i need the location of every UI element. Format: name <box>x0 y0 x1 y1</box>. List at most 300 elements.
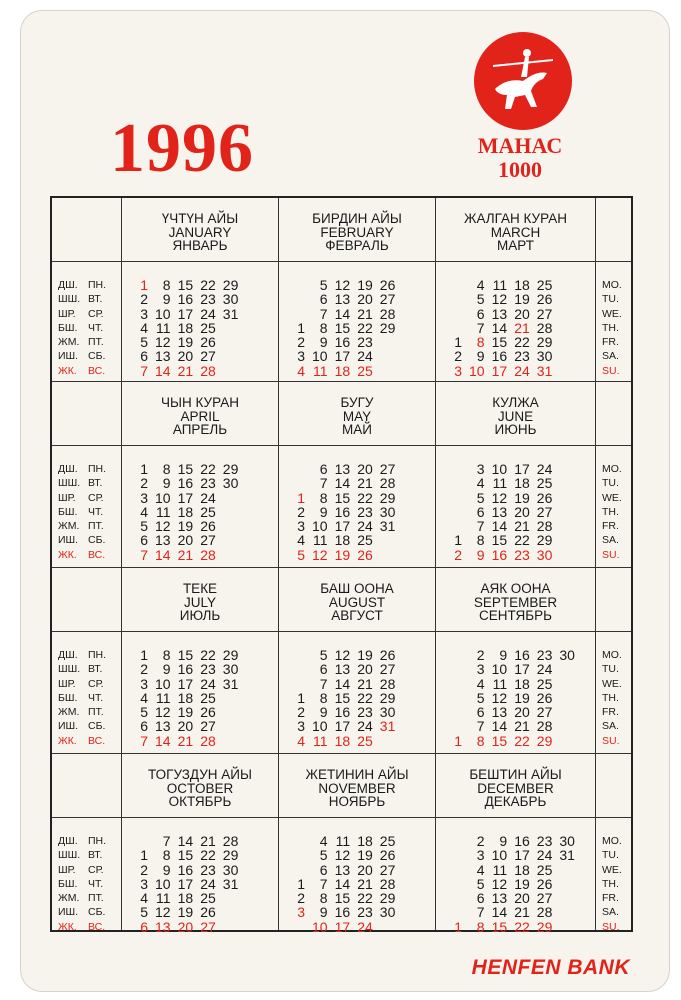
week-column <box>193 648 216 748</box>
day-number: 7 <box>140 362 148 379</box>
day-number: 25 <box>200 503 216 520</box>
weekday-label-row <box>58 292 121 306</box>
weekday-ky: ИШ. <box>58 720 79 733</box>
day-number: 22 <box>200 847 216 864</box>
day-number <box>124 834 148 848</box>
week-column <box>350 278 373 378</box>
day-number: 30 <box>222 291 239 308</box>
day-number: 25 <box>536 475 553 492</box>
day-number: 23 <box>200 861 216 878</box>
day-number: 5 <box>140 518 148 535</box>
day-number: 3 <box>476 847 485 864</box>
day-number: 5 <box>297 546 305 563</box>
day-number <box>216 519 239 533</box>
day-number: 10 <box>155 675 171 692</box>
logo-line1: МАНАС <box>477 133 563 158</box>
day-number: 31 <box>379 718 396 735</box>
day-number: 13 <box>491 503 508 520</box>
day-number: 9 <box>162 291 171 308</box>
day-number: 7 <box>319 875 328 892</box>
day-number: 1 <box>454 732 462 749</box>
header-blank-left <box>52 754 122 818</box>
day-number: 2 <box>140 861 148 878</box>
month-name-en: JANUARY <box>168 224 232 240</box>
day-number: 12 <box>334 847 351 864</box>
month-header <box>436 382 596 446</box>
week-column <box>124 834 148 934</box>
weekday-label-row <box>58 364 121 378</box>
day-number: 19 <box>177 334 194 351</box>
day-number: 11 <box>492 277 508 293</box>
day-number: 26 <box>536 291 553 308</box>
day-number: 26 <box>536 875 553 892</box>
day-number: 19 <box>357 647 373 663</box>
day-number: 14 <box>491 904 508 921</box>
day-number: 28 <box>536 518 553 535</box>
week-column <box>507 834 530 934</box>
day-number: 17 <box>514 461 530 477</box>
day-number: 17 <box>177 489 194 506</box>
day-number: 28 <box>379 675 396 692</box>
day-number: 31 <box>222 675 239 692</box>
month-name-ky: БУГУ <box>340 395 374 410</box>
week-column <box>438 462 462 562</box>
week-column <box>216 648 239 748</box>
day-number: 6 <box>476 305 485 322</box>
day-number: 30 <box>222 861 239 878</box>
day-number: 10 <box>491 847 508 864</box>
day-number: 8 <box>319 890 328 907</box>
weekday-ky: ИШ. <box>58 906 79 919</box>
weekday-ky: ИШ. <box>58 350 79 363</box>
month-name-ru: ОКТЯБРЬ <box>168 794 232 809</box>
weekday-ky: ДШ. <box>58 649 78 661</box>
day-number: 15 <box>177 277 194 293</box>
weekday-en: MO. <box>602 279 622 291</box>
day-number <box>552 891 575 905</box>
day-number: 17 <box>514 847 530 864</box>
day-number: 31 <box>536 362 553 379</box>
day-number <box>373 335 396 349</box>
day-number: 13 <box>334 291 351 308</box>
month-name-ru: АПРЕЛЬ <box>172 422 228 437</box>
day-number: 24 <box>200 305 216 322</box>
weekday-ru: ВС. <box>88 548 106 561</box>
day-number: 13 <box>334 861 351 878</box>
weekday-ky: ЖК. <box>58 548 77 561</box>
day-number <box>216 891 239 905</box>
day-number <box>281 848 305 862</box>
day-number <box>281 648 305 662</box>
day-number: 21 <box>177 732 194 749</box>
day-number: 7 <box>319 475 328 492</box>
weekday-label-row <box>58 863 121 877</box>
week-column <box>552 834 575 934</box>
weekday-ru: ЧТ. <box>88 877 104 890</box>
month-name-ru: ИЮНЬ <box>494 422 537 437</box>
day-number: 12 <box>491 875 508 892</box>
weekday-label-row <box>58 705 121 719</box>
weekday-labels <box>52 446 122 568</box>
day-number: 27 <box>536 704 553 721</box>
weekday-labels-en <box>596 262 631 382</box>
day-number: 1 <box>140 847 148 864</box>
year-title: 1996 <box>110 110 254 187</box>
week-column <box>438 278 462 378</box>
month-header <box>279 198 436 262</box>
weekday-label-row <box>58 505 121 519</box>
day-number <box>552 705 575 719</box>
day-number: 29 <box>222 277 239 293</box>
month-name-ru: ДЕКАБРЬ <box>484 794 547 809</box>
day-number: 7 <box>140 546 148 563</box>
month-header <box>279 568 436 632</box>
day-number <box>216 364 239 378</box>
day-number <box>281 292 305 306</box>
month-name-en: OCTOBER <box>166 780 234 796</box>
month-name-ru: СЕНТЯБРЬ <box>479 608 552 623</box>
day-number: 22 <box>357 689 373 706</box>
day-number: 16 <box>514 833 530 849</box>
calendar-grid <box>50 196 633 935</box>
day-number: 30 <box>379 503 396 520</box>
weekday-en: MO. <box>602 835 622 847</box>
weekday-label-row <box>58 349 121 363</box>
day-number: 28 <box>200 362 216 379</box>
day-number: 21 <box>514 319 530 336</box>
day-number: 18 <box>334 532 351 549</box>
day-number: 12 <box>312 546 328 563</box>
day-number: 27 <box>379 661 396 678</box>
day-number: 19 <box>334 546 351 563</box>
week-column <box>148 834 171 934</box>
day-number: 21 <box>177 362 194 379</box>
day-number <box>438 662 462 676</box>
day-number <box>216 920 239 934</box>
day-number: 5 <box>476 875 485 892</box>
day-number: 4 <box>297 732 305 749</box>
day-number: 30 <box>559 833 575 849</box>
day-number: 28 <box>379 305 396 322</box>
day-number <box>281 834 305 848</box>
week-column <box>350 834 373 934</box>
day-number: 9 <box>319 503 328 520</box>
day-number: 9 <box>162 661 171 678</box>
day-number: 8 <box>162 847 171 864</box>
day-number: 29 <box>536 918 553 935</box>
day-number: 14 <box>334 475 351 492</box>
day-number: 2 <box>476 647 485 663</box>
day-number <box>281 677 305 691</box>
weekday-ky: БШ. <box>58 877 78 890</box>
month-days <box>436 632 596 754</box>
day-number: 8 <box>476 918 485 935</box>
day-number: 10 <box>491 661 508 678</box>
day-number: 14 <box>155 362 171 379</box>
weekday-ky: ДШ. <box>58 835 78 847</box>
header-blank-right <box>596 754 631 818</box>
day-number: 17 <box>334 518 351 535</box>
weekday-ky: ЖМ. <box>58 892 80 905</box>
day-number: 17 <box>177 875 194 892</box>
weekday-ky: ШШ. <box>58 477 81 490</box>
day-number: 18 <box>177 503 194 520</box>
day-number: 28 <box>200 546 216 563</box>
day-number: 2 <box>140 291 148 308</box>
day-number: 22 <box>200 277 216 293</box>
month-days <box>122 818 279 935</box>
day-number: 27 <box>536 503 553 520</box>
day-number: 23 <box>200 661 216 678</box>
day-number: 1 <box>297 489 305 506</box>
day-number <box>438 877 462 891</box>
weekday-en: SA. <box>602 720 619 733</box>
day-number: 23 <box>536 647 553 663</box>
day-number: 17 <box>177 675 194 692</box>
day-number: 24 <box>200 675 216 692</box>
day-number <box>373 920 396 934</box>
day-number: 8 <box>319 689 328 706</box>
day-number: 2 <box>297 503 305 520</box>
day-number: 12 <box>334 647 351 663</box>
day-number: 12 <box>491 489 508 506</box>
day-number: 22 <box>200 647 216 663</box>
day-number: 5 <box>476 689 485 706</box>
day-number <box>281 662 305 676</box>
day-number: 26 <box>379 847 396 864</box>
day-number: 25 <box>200 319 216 336</box>
day-number: 20 <box>357 861 373 878</box>
day-number: 20 <box>177 532 194 549</box>
day-number: 17 <box>491 362 508 379</box>
day-number <box>438 278 462 292</box>
day-number: 4 <box>476 861 485 878</box>
day-number: 29 <box>222 461 239 477</box>
day-number: 23 <box>200 475 216 492</box>
month-name-ru: НОЯБРЬ <box>328 794 386 809</box>
day-number: 30 <box>536 348 553 365</box>
day-number: 7 <box>476 718 485 735</box>
day-number: 13 <box>334 661 351 678</box>
day-number: 15 <box>491 532 508 549</box>
week-column <box>281 834 305 934</box>
day-number: 25 <box>357 362 373 379</box>
day-number: 10 <box>312 918 328 935</box>
week-column <box>350 648 373 748</box>
bank-name: HENFEN BANK <box>471 956 630 979</box>
day-number: 9 <box>499 833 508 849</box>
week-column <box>530 278 553 378</box>
day-number: 20 <box>357 661 373 678</box>
weekday-label-row <box>58 491 121 505</box>
weekday-ru: ВС. <box>88 364 106 377</box>
day-number: 9 <box>476 546 485 563</box>
week-column <box>148 462 171 562</box>
month-days <box>436 818 596 935</box>
day-number: 19 <box>177 518 194 535</box>
weekday-ru: СБ. <box>88 906 106 919</box>
weekday-labels-en <box>596 446 631 568</box>
day-number: 28 <box>536 718 553 735</box>
weekday-ru: ПТ. <box>88 520 104 533</box>
weekday-ru: СБ. <box>88 720 106 733</box>
week-column <box>328 648 351 748</box>
weekday-labels <box>52 818 122 933</box>
day-number: 9 <box>162 475 171 492</box>
week-column <box>124 462 148 562</box>
month-name-ru: ИЮЛЬ <box>179 608 221 623</box>
day-number: 31 <box>222 305 239 322</box>
day-number: 3 <box>297 348 305 365</box>
header-blank-right <box>596 198 631 262</box>
day-number: 5 <box>319 647 328 663</box>
day-number: 27 <box>200 718 216 735</box>
weekday-ky: ШШ. <box>58 293 81 306</box>
day-number: 8 <box>476 532 485 549</box>
weekday-en: WE. <box>602 307 622 320</box>
weekday-ru: ПТ. <box>88 706 104 719</box>
month-days <box>436 262 596 382</box>
day-number: 20 <box>177 918 194 935</box>
weekday-ky: ШР. <box>58 863 76 876</box>
week-column <box>171 648 194 748</box>
day-number: 4 <box>319 833 328 849</box>
day-number: 9 <box>319 334 328 351</box>
day-number <box>216 505 239 519</box>
weekday-en: TU. <box>602 849 619 862</box>
day-number: 19 <box>177 704 194 721</box>
day-number: 15 <box>491 918 508 935</box>
day-number: 15 <box>177 647 194 663</box>
weekday-ky: ДШ. <box>58 279 78 291</box>
day-number: 15 <box>491 732 508 749</box>
week-column <box>171 462 194 562</box>
week-column <box>507 278 530 378</box>
day-number: 5 <box>319 277 328 293</box>
day-number: 11 <box>492 675 508 692</box>
day-number: 1 <box>140 461 148 477</box>
day-number <box>438 462 462 476</box>
day-number: 13 <box>334 461 351 477</box>
weekday-ky: ШР. <box>58 307 76 320</box>
day-number: 1 <box>454 918 462 935</box>
day-number: 9 <box>499 647 508 663</box>
week-column <box>462 278 485 378</box>
day-number <box>552 691 575 705</box>
month-name-ky: БИРДИН АЙЫ <box>312 211 402 226</box>
day-number: 16 <box>334 503 351 520</box>
day-number <box>216 705 239 719</box>
weekday-ky: БШ. <box>58 691 78 704</box>
month-name-ky: АЯК ООНА <box>480 581 551 596</box>
day-number: 29 <box>379 689 396 706</box>
month-name-en: APRIL <box>180 408 220 424</box>
weekday-label-row <box>58 278 121 292</box>
weekday-label-row <box>58 877 121 891</box>
day-number <box>438 519 462 533</box>
day-number <box>552 734 575 748</box>
weekday-label-row <box>58 321 121 335</box>
day-number: 4 <box>297 362 305 379</box>
day-number: 12 <box>491 689 508 706</box>
day-number: 25 <box>357 532 373 549</box>
logo-line2: 1000 <box>498 157 542 182</box>
day-number: 13 <box>491 890 508 907</box>
day-number: 9 <box>319 704 328 721</box>
day-number: 26 <box>379 647 396 663</box>
day-number: 11 <box>156 890 171 907</box>
week-column <box>216 834 239 934</box>
weekday-en: TH. <box>602 691 619 704</box>
week-column <box>438 648 462 748</box>
day-number: 11 <box>156 689 171 706</box>
day-number: 15 <box>334 319 351 336</box>
month-header <box>279 754 436 818</box>
day-number <box>438 677 462 691</box>
day-number: 24 <box>536 461 553 477</box>
week-column <box>485 834 508 934</box>
day-number: 10 <box>312 718 328 735</box>
header-blank-left <box>52 198 122 262</box>
week-column <box>216 462 239 562</box>
day-number: 24 <box>514 362 530 379</box>
day-number <box>216 548 239 562</box>
month-name-ky: ЖЕТИНИН АЙЫ <box>305 767 409 782</box>
day-number: 29 <box>222 647 239 663</box>
day-number <box>373 734 396 748</box>
weekday-ru: ЧТ. <box>88 691 104 704</box>
weekday-labels-en <box>596 632 631 754</box>
day-number: 16 <box>177 291 194 308</box>
day-number: 16 <box>491 348 508 365</box>
day-number: 13 <box>491 305 508 322</box>
day-number: 31 <box>559 847 575 864</box>
weekday-ru: СР. <box>88 863 104 876</box>
day-number <box>438 891 462 905</box>
day-number: 14 <box>491 518 508 535</box>
weekday-en: TH. <box>602 321 619 334</box>
month-name-ru: МАРТ <box>497 238 534 253</box>
weekday-en: SU. <box>602 548 620 561</box>
weekday-en: TU. <box>602 663 619 676</box>
day-number: 1 <box>297 319 305 336</box>
day-number: 21 <box>514 518 530 535</box>
day-number: 1 <box>454 532 462 549</box>
day-number: 4 <box>140 319 148 336</box>
day-number <box>552 920 575 934</box>
day-number: 14 <box>491 319 508 336</box>
day-number: 26 <box>200 904 216 921</box>
day-number: 16 <box>177 661 194 678</box>
day-number: 7 <box>319 675 328 692</box>
weekday-ru: ПН. <box>88 463 107 475</box>
day-number: 3 <box>476 461 485 477</box>
day-number: 2 <box>297 890 305 907</box>
day-number: 31 <box>222 875 239 892</box>
day-number: 15 <box>177 461 194 477</box>
day-number: 20 <box>357 291 373 308</box>
weekday-ky: ШШ. <box>58 663 81 676</box>
day-number: 20 <box>357 461 373 477</box>
day-number: 2 <box>297 334 305 351</box>
weekday-en: SU. <box>602 364 620 377</box>
day-number: 7 <box>476 518 485 535</box>
weekday-ru: ЧТ. <box>88 321 104 334</box>
month-header <box>436 754 596 818</box>
day-number: 27 <box>200 918 216 935</box>
day-number: 30 <box>222 475 239 492</box>
weekday-ru: СБ. <box>88 350 106 363</box>
